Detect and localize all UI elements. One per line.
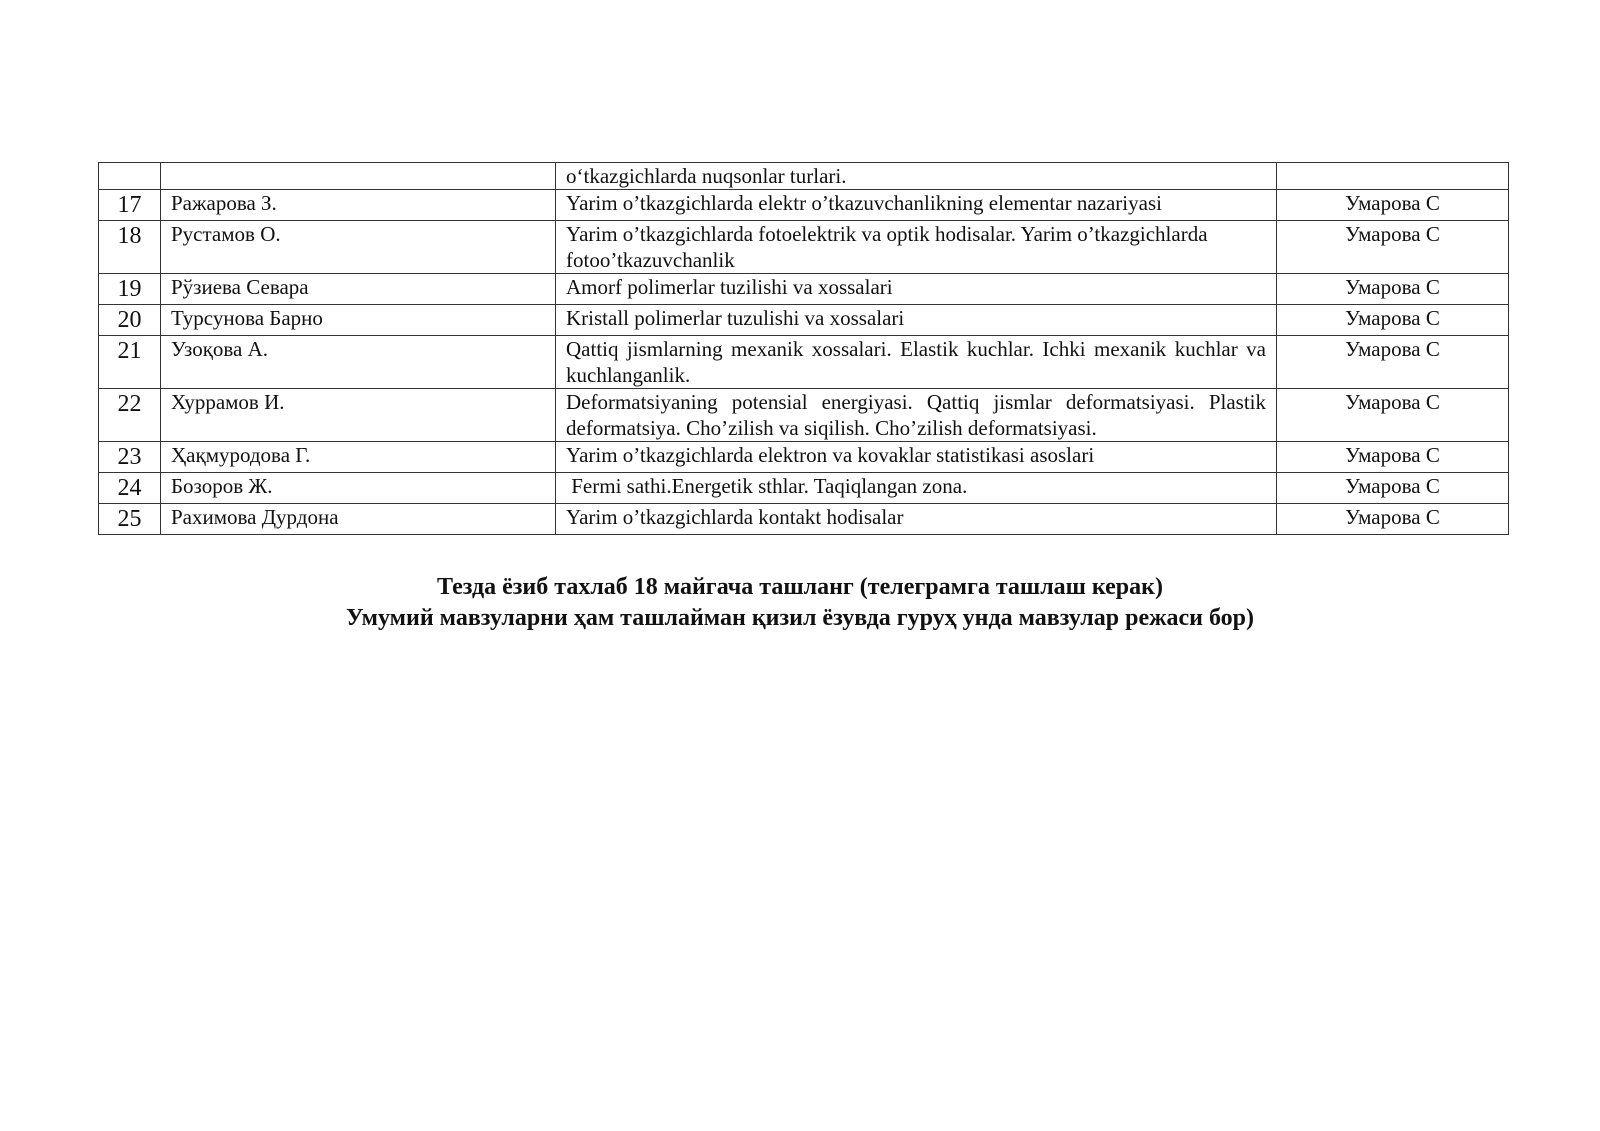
- row-number: 23: [99, 442, 161, 473]
- topic-title: o‘tkazgichlarda nuqsonlar turlari.: [556, 163, 1277, 190]
- topic-title: Yarim o’tkazgichlarda fotoelektrik va optik hodisalar. Yarim o’tkazgichlarda fotoo’tkazuvchanlik: [556, 221, 1277, 274]
- supervisor-name: Умарова С: [1277, 274, 1509, 305]
- supervisor-name: Умарова С: [1277, 389, 1509, 442]
- topic-title: Yarim o’tkazgichlarda kontakt hodisalar: [556, 504, 1277, 535]
- topic-title: Deformatsiyaning potensial energiyasi. Qattiq jismlar deformatsiyasi. Plastik deformatsiya. Cho’zilish va siqilish. Cho’zilish deformatsiyasi.: [556, 389, 1277, 442]
- row-number: 24: [99, 473, 161, 504]
- table-row: [99, 473, 1509, 504]
- row-number: 17: [99, 190, 161, 221]
- student-name: Узоқова А.: [161, 336, 556, 389]
- topic-title: Fermi sathi.Energetik sthlar. Taqiqlangan zona.: [556, 473, 1277, 504]
- supervisor-name: Умарова С: [1277, 504, 1509, 535]
- table-row: [99, 305, 1509, 336]
- instruction-note-line-2: Умумий мавзуларни ҳам ташлайман қизил ёзувда гуруҳ унда мавзулар режаси бор): [345, 605, 1255, 631]
- student-name: Турсунова Барно: [161, 305, 556, 336]
- table-row: [99, 274, 1509, 305]
- row-number: 18: [99, 221, 161, 274]
- row-number: [99, 163, 161, 190]
- topic-title: Yarim o’tkazgichlarda elektr o’tkazuvchanlikning elementar nazariyasi: [556, 190, 1277, 221]
- table-row: [99, 389, 1509, 442]
- student-name: [161, 163, 556, 190]
- supervisor-name: Умарова С: [1277, 336, 1509, 389]
- topic-title: Yarim o’tkazgichlarda elektron va kovaklar statistikasi asoslari: [556, 442, 1277, 473]
- row-number: 21: [99, 336, 161, 389]
- student-name: Рустамов О.: [161, 221, 556, 274]
- row-number: 19: [99, 274, 161, 305]
- row-number: 25: [99, 504, 161, 535]
- table-row: [99, 336, 1509, 389]
- student-name: Ражарова З.: [161, 190, 556, 221]
- student-name: Хуррамов И.: [161, 389, 556, 442]
- topics-table: [98, 162, 1509, 535]
- student-name: Рўзиева Севара: [161, 274, 556, 305]
- table-row: [99, 442, 1509, 473]
- supervisor-name: Умарова С: [1277, 442, 1509, 473]
- supervisor-name: Умарова С: [1277, 190, 1509, 221]
- instruction-note-line-1: Тезда ёзиб тахлаб 18 майгача ташланг (телеграмга ташлаш керак): [437, 574, 1163, 600]
- student-name: Ҳақмуродова Г.: [161, 442, 556, 473]
- supervisor-name: Умарова С: [1277, 221, 1509, 274]
- topic-title: Kristall polimerlar tuzulishi va xossalari: [556, 305, 1277, 336]
- row-number: 20: [99, 305, 161, 336]
- table-row: [99, 504, 1509, 535]
- student-name: Бозоров Ж.: [161, 473, 556, 504]
- table-row: [99, 221, 1509, 274]
- student-name: Рахимова Дурдона: [161, 504, 556, 535]
- table-row-continuation: [99, 163, 1509, 190]
- supervisor-name: Умарова С: [1277, 305, 1509, 336]
- table-row: [99, 190, 1509, 221]
- supervisor-name: [1277, 163, 1509, 190]
- supervisor-name: Умарова С: [1277, 473, 1509, 504]
- topic-title: Amorf polimerlar tuzilishi va xossalari: [556, 274, 1277, 305]
- row-number: 22: [99, 389, 161, 442]
- topic-title: Qattiq jismlarning mexanik xossalari. Elastik kuchlar. Ichki mexanik kuchlar va kuchlanganlik.: [556, 336, 1277, 389]
